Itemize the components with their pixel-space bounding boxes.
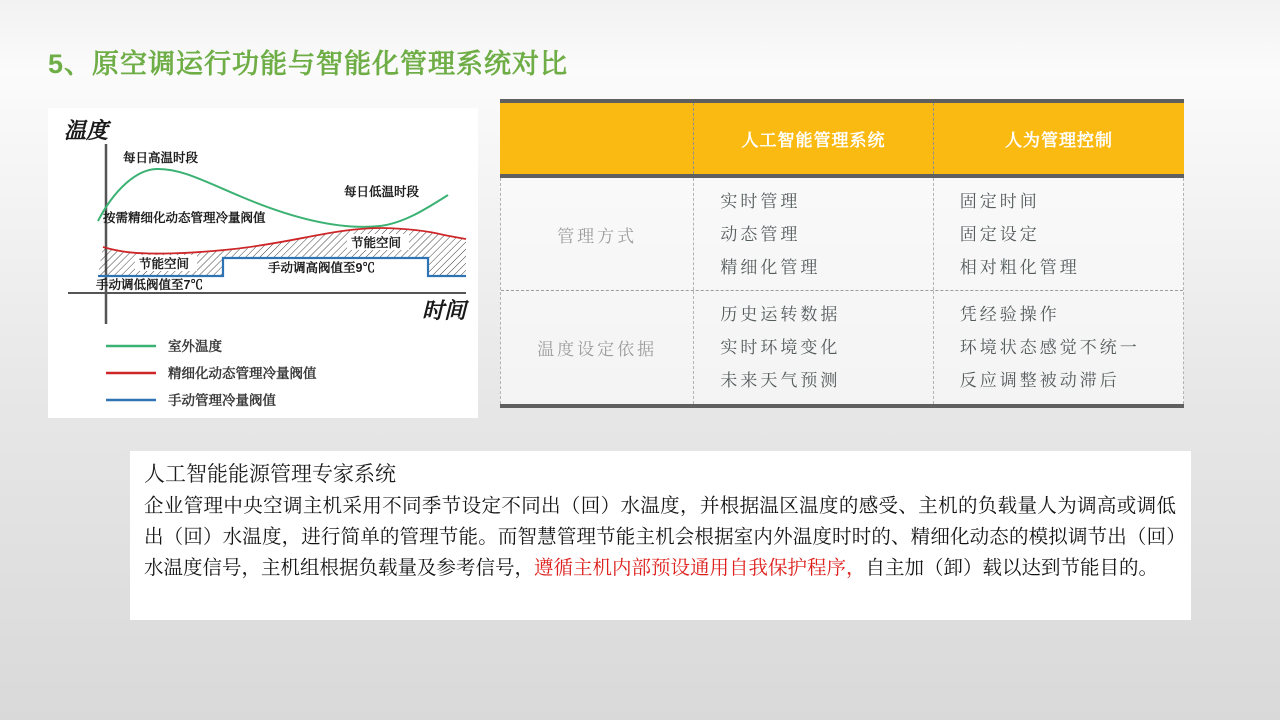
annotation-manual-high: 手动调高阀值至9℃ [268, 261, 375, 275]
header-cell-manual-control: 人为管理控制 [933, 103, 1184, 174]
table-body [500, 178, 1184, 404]
row-ai-values [693, 178, 932, 290]
temperature-chart-panel [48, 108, 478, 418]
y-axis-label: 温度 [64, 118, 109, 143]
table-header-row [500, 103, 1184, 174]
slide-title: 5、原空调运行功能与智能化管理系统对比 [48, 49, 569, 79]
annotation-daily-low: 每日低温时段 [344, 185, 420, 199]
header-cell-empty [500, 103, 693, 174]
value-line: 实时环境变化 [720, 338, 841, 357]
value-line: 实时管理 [720, 192, 801, 211]
description-heading: 人工智能能源管理专家系统 [144, 462, 396, 486]
value-line: 凭经验操作 [959, 305, 1060, 324]
annotation-saving-right: 节能空间 [351, 236, 402, 250]
value-line: 相对粗化管理 [959, 258, 1080, 277]
row-manual-values [933, 291, 1183, 404]
description-text-box [130, 451, 1191, 620]
value-line: 固定时间 [959, 192, 1040, 211]
row-manual-values [933, 178, 1183, 290]
value-line: 环境状态感觉不统一 [959, 338, 1140, 357]
comparison-table [500, 99, 1184, 408]
table-bottom-border [500, 404, 1184, 408]
annotation-dynamic-threshold: 按需精细化动态管理冷量阀值 [103, 211, 266, 225]
paragraph-segment: 企业管理中央空调主机采用不同季节设定不同出（回）水温度，并根据温区温度的感受、主机的负载量人为调高或调低出（回）水温度，进行简单的管理节能。而智慧管理节能主机会根据室内外温度时时的、精细化动态的模拟调节出（回）水温度信号，主机组根据负载量及参考信号， [144, 496, 1176, 579]
table-row-temperature-basis [501, 290, 1183, 404]
value-line: 反应调整被动滞后 [959, 371, 1120, 390]
value-line: 动态管理 [720, 225, 801, 244]
legend-label-outdoor: 室外温度 [168, 339, 222, 354]
x-axis-label: 时间 [421, 298, 466, 323]
paragraph-red-segment: 遵循主机内部预设通用自我保护程序， [534, 558, 866, 579]
legend-label-manual: 手动管理冷量阀值 [168, 393, 276, 408]
legend-label-dynamic: 精细化动态管理冷量阀值 [168, 366, 317, 381]
chart-legend [106, 338, 317, 408]
row-ai-values [693, 291, 932, 404]
annotation-saving-left: 节能空间 [139, 257, 190, 271]
annotation-manual-low: 手动调低阀值至7℃ [96, 278, 203, 292]
paragraph-segment: 自主加（卸）载以达到节能目的。 [865, 558, 1159, 579]
value-line: 未来天气预测 [720, 371, 841, 390]
temperature-time-chart [48, 108, 478, 418]
annotation-daily-high: 每日高温时段 [123, 151, 199, 165]
table-row-management-mode [501, 178, 1183, 290]
header-cell-ai-system: 人工智能管理系统 [693, 103, 933, 174]
value-line: 固定设定 [959, 225, 1040, 244]
row-label: 管理方式 [557, 226, 638, 246]
value-line: 精细化管理 [720, 258, 821, 277]
row-label: 温度设定依据 [537, 340, 658, 359]
description-paragraph [144, 491, 1176, 584]
value-line: 历史运转数据 [720, 305, 841, 324]
